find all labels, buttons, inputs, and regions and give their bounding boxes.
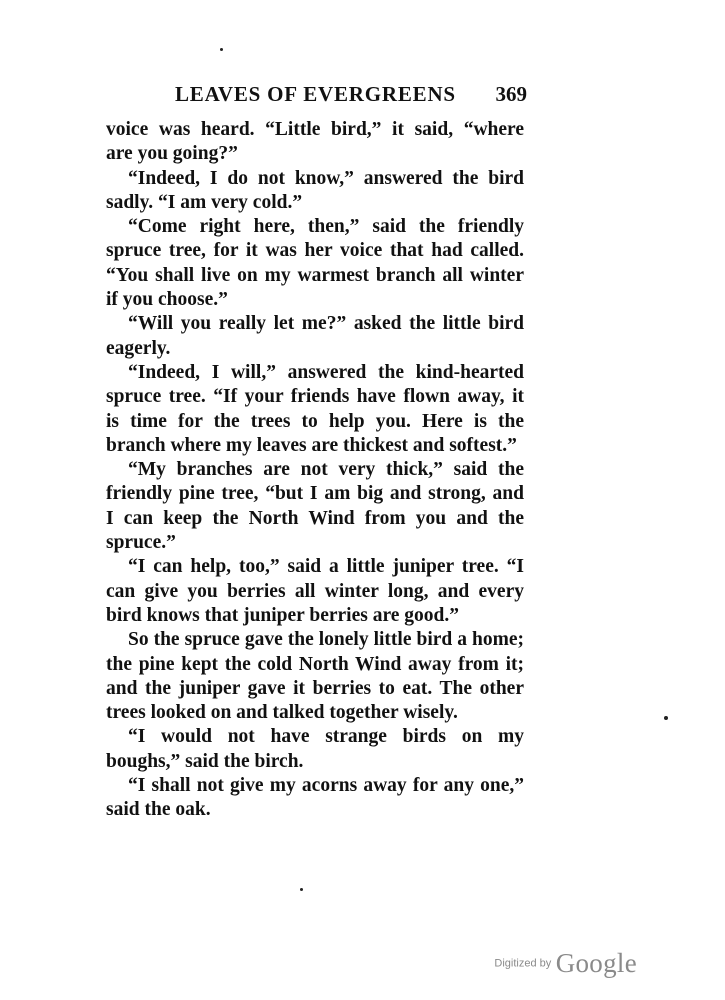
text-line: spruce tree. “If your friends have flown away, it	[106, 386, 524, 408]
text-line: friendly pine tree, “but I am big and strong, and	[106, 483, 524, 505]
text-line: “You shall live on my warmest branch all winter	[106, 264, 524, 286]
text-line: trees looked on and talked together wisely.	[106, 702, 458, 724]
text-line: “I shall not give my acorns away for any one,”	[128, 775, 524, 797]
watermark-prefix: Digitized by	[494, 957, 552, 970]
text-line: “Indeed, I do not know,” answered the bird	[128, 167, 524, 189]
text-line: I can keep the North Wind from you and the	[106, 507, 524, 529]
body-text	[106, 118, 524, 823]
text-line: branch where my leaves are thickest and softest.”	[106, 434, 517, 456]
text-line: the pine kept the cold North Wind away from it;	[106, 653, 524, 675]
text-line: eagerly.	[106, 337, 171, 359]
text-line: sadly. “I am very cold.”	[106, 191, 303, 213]
text-line: boughs,” said the birch.	[106, 750, 304, 772]
watermark-brand: Google	[555, 948, 637, 978]
text-line: “Indeed, I will,” answered the kind-hearted	[128, 361, 524, 383]
text-line: So the spruce gave the lonely little bird a home;	[128, 629, 524, 651]
text-line: spruce.”	[106, 532, 176, 554]
text-line: spruce tree, for it was her voice that had called.	[106, 240, 524, 262]
text-line: “Come right here, then,” said the friendly	[128, 216, 524, 238]
text-line: bird knows that juniper berries are good.”	[106, 604, 460, 626]
text-line: “My branches are not very thick,” said the	[128, 459, 524, 481]
text-line: “I can help, too,” said a little juniper tree. “I	[128, 556, 524, 578]
scan-speck	[220, 48, 223, 51]
text-line: if you choose.”	[106, 289, 228, 311]
text-line: are you going?”	[106, 143, 238, 165]
scan-speck	[664, 716, 668, 720]
running-header	[175, 82, 527, 112]
digitized-watermark	[494, 948, 637, 979]
text-line: “Will you really let me?” asked the little bird	[128, 313, 524, 335]
text-line: is time for the trees to help you. Here is the	[106, 410, 524, 432]
page-number: 369	[495, 82, 527, 106]
text-line: can give you berries all winter long, and every	[106, 580, 524, 602]
scan-speck	[300, 888, 303, 891]
text-line: voice was heard. “Little bird,” it said, “where	[106, 119, 524, 140]
text-line: and the juniper gave it berries to eat. The other	[106, 677, 524, 699]
text-line: said the oak.	[106, 799, 211, 821]
running-header-title: LEAVES OF EVERGREENS	[175, 82, 456, 106]
text-line: “I would not have strange birds on my	[128, 726, 524, 748]
